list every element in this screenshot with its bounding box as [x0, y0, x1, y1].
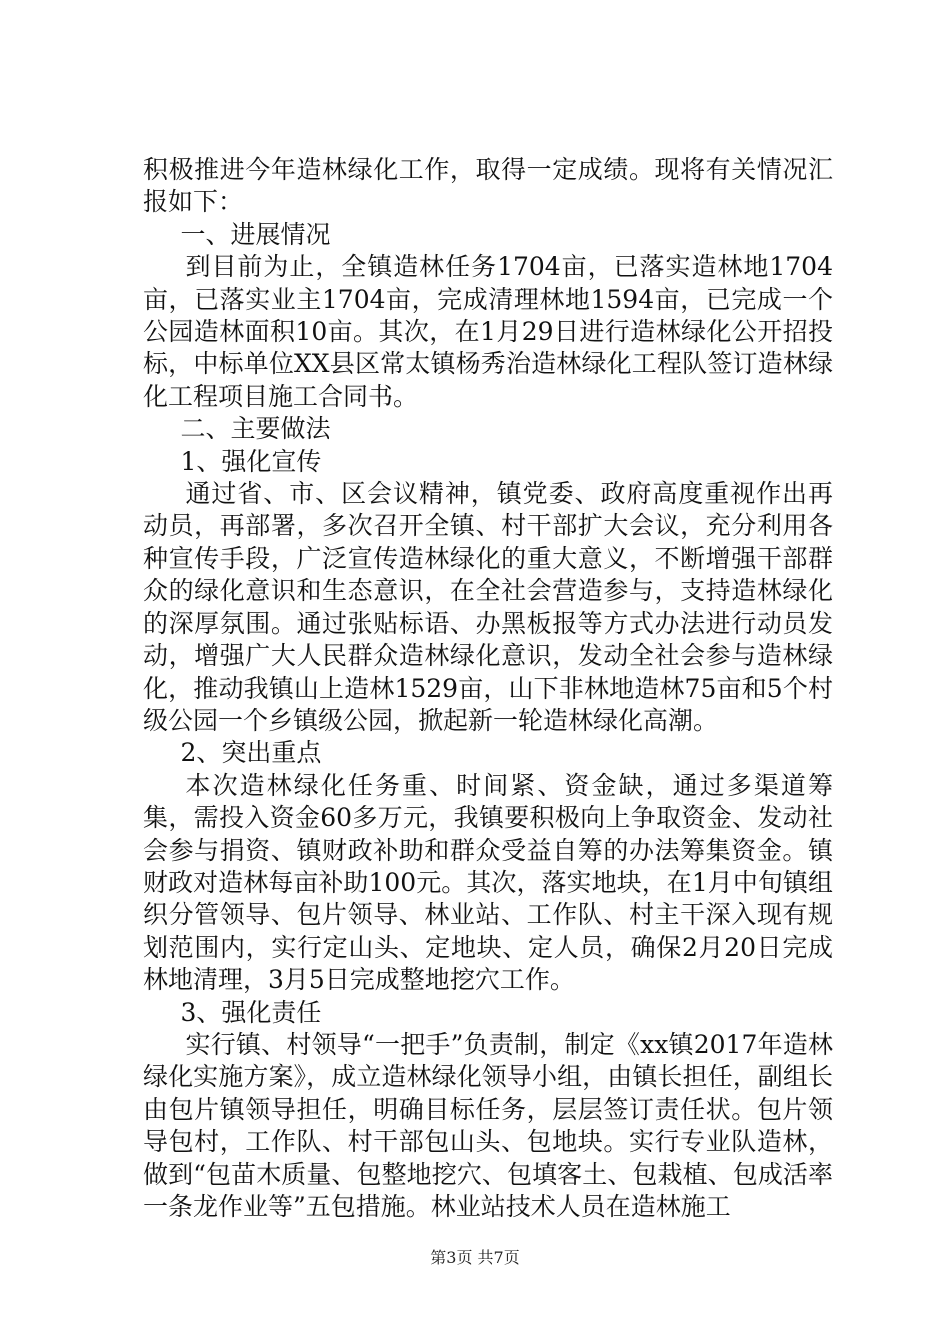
heading-main-methods: 二、主要做法 [180, 414, 331, 444]
subheading-publicity: 1、强化宣传 [180, 446, 322, 476]
paragraph-responsibility: 实行镇、村领导“一把手”负责制，制定《xx镇2017年造林绿化实施方案》，成立造林绿化领导小组，由镇长担任，副组长由包片镇领导担任，明确目标任务，层层签订责任状。包片领导包村，工作队、村干部包山头、包地块。实行专业队造林，做到“包苗木质量、包整地挖穴、包填客土、包栽植、包成活率一条龙作业等”五包措施。林业站技术人员在造林施工 [143, 1029, 833, 1221]
subheading-focus: 2、突出重点 [180, 738, 322, 768]
paragraph-focus: 本次造林绿化任务重、时间紧、资金缺，通过多渠道筹集，需投入资金60多万元，我镇要积极向上争取资金、发动社会参与捐资、镇财政补助和群众受益自筹的办法筹集资金。镇财政对造林每亩补助100元。其次，落实地块，在1月中旬镇组织分管领导、包片领导、林业站、工作队、村主干深入现有规划范围内，实行定山头、定地块、定人员，确保2月20日完成林地清理，3月5日完成整地挖穴工作。 [143, 770, 833, 995]
heading-progress: 一、进展情况 [180, 219, 331, 249]
paragraph-publicity: 通过省、市、区会议精神，镇党委、政府高度重视作出再动员，再部署，多次召开全镇、村干部扩大会议，充分利用各种宣传手段，广泛宣传造林绿化的重大意义，不断增强干部群众的绿化意识和生态意识，在全社会营造参与，支持造林绿化的深厚氛围。通过张贴标语、办黑板报等方式办法进行动员发动，增强广大人民群众造林绿化意识，发动全社会参与造林绿化，推动我镇山上造林1529亩，山下非林地造林75亩和5个村级公园一个乡镇级公园，掀起新一轮造林绿化高潮。 [143, 479, 833, 735]
page-footer: 第3页 共7页 [430, 1248, 520, 1267]
subheading-responsibility: 3、强化责任 [180, 997, 322, 1027]
document-body [143, 154, 833, 1223]
paragraph-progress: 到目前为止，全镇造林任务1704亩，已落实造林地1704亩，已落实业主1704亩，完成清理林地1594亩，已完成一个公园造林面积10亩。其次，在1月29日进行造林绿化公开招投标，中标单位XX县区常太镇杨秀治造林绿化工程队签订造林绿化工程项目施工合同书。 [143, 252, 833, 411]
paragraph-intro: 积极推进今年造林绿化工作，取得一定成绩。现将有关情况汇报如下： [143, 155, 833, 217]
